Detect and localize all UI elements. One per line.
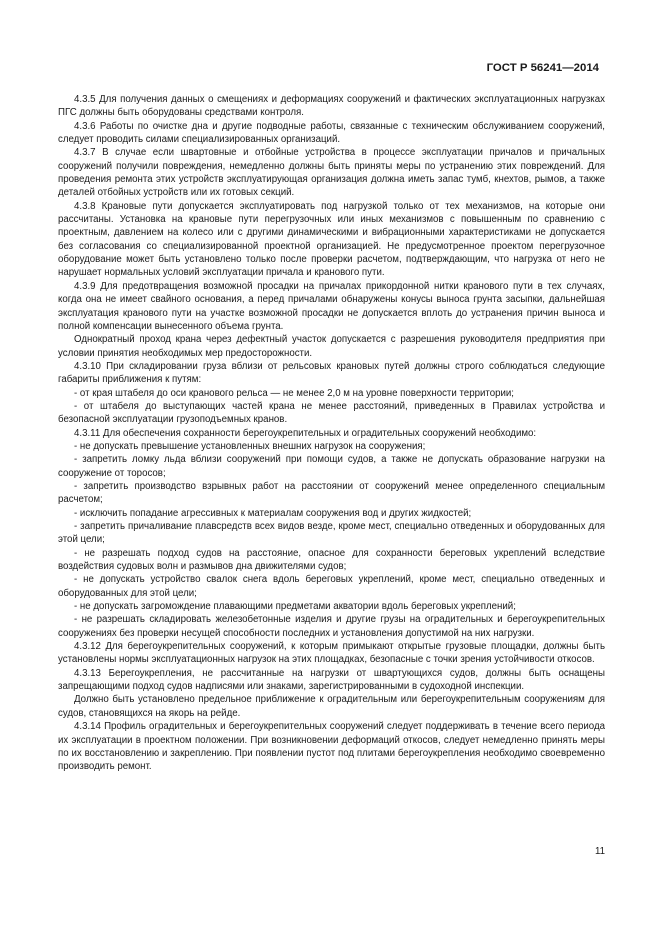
list-item: - не разрешать подход судов на расстояние, опасное для сохранности береговых укреплений вследствие воздействия судовых волн и размывов дна движителями судов; — [58, 547, 605, 573]
paragraph-4-3-9: 4.3.9 Для предотвращения возможной просадки на причалах прикордонной нитки кранового пути в тех случаях, когда она не имеет свайного основания, а перед причалами обнаружены конусы выноса грунта засыпки, дальнейшая эксплуатация кранового пути на участке возможной просадки не допускается вплоть до устранения причин выноса и полной компенсации вынесенного объема грунта. — [58, 280, 605, 332]
list-item: - запретить ломку льда вблизи сооружений при помощи судов, а также не допускать образование нагрузки на сооружение от торосов; — [58, 454, 605, 479]
list-item: - запретить причаливание плавсредств всех видов везде, кроме мест, специально отведенных и оборудованных для этой цели; — [58, 521, 605, 546]
list-item: - не допускать загромождение плавающими предметами акватории вдоль береговых укреплений; — [74, 601, 516, 613]
paragraph-4-3-5: 4.3.5 Для получения данных о смещениях и деформациях сооружений и фактических эксплуатационных нагрузках ПГС должны быть оборудованы средствами контроля. — [58, 94, 605, 119]
paragraph-4-3-13: 4.3.13 Берегоукрепления, не рассчитанные на нагрузки от швартующихся судов, должны быть оснащены запрещающими подход судов надписями или знаками, зарегистрированными в судоходной инспекции. — [58, 667, 605, 693]
page-number: 11 — [594, 846, 605, 857]
paragraph-4-3-14: 4.3.14 Профиль оградительных и берегоукрепительных сооружений следует поддерживать в течение всего периода их эксплуатации в проектном положении. При возникновении деформаций откосов, следует немедленно принять меры по их восстановлению и закреплению. При появлении пустот под плитами берегоукрепления необходимо своевременно производить ремонт. — [58, 721, 605, 773]
paragraph-4-3-6: 4.3.6 Работы по очистке дна и другие подводные работы, связанные с техническим обслуживанием сооружений, следует проводить силами специализированных организаций. — [58, 120, 605, 146]
list-item: - не допускать устройство свалок снега вдоль береговых укреплений, кроме мест, специально отведенных и оборудованных для этой цели; — [58, 574, 605, 599]
document-header: ГОСТ Р 56241—2014 — [486, 62, 599, 74]
list-item: - от края штабеля до оси кранового рельса — не менее 2,0 м на уровне поверхности территории; — [74, 387, 514, 399]
paragraph-4-3-9-note: Однократный проход крана через дефектный участок допускается с разрешения руководителя предприятия при условии принятия необходимых мер предосторожности. — [58, 334, 605, 359]
paragraph-4-3-12: 4.3.12 Для берегоукрепительных сооружений, к которым примыкают открытые грузовые площадки, должны быть установлены нормы эксплуатационных нагрузок на этих площадках, безопасные с точки зрения устойчивости откосов. — [58, 641, 605, 666]
paragraph-4-3-13-note: Должно быть установлено предельное приближение к оградительным или берегоукрепительным сооружениям для судов, становящихся на якорь на рейде. — [58, 694, 605, 719]
paragraph-4-3-8: 4.3.8 Крановые пути допускается эксплуатировать под нагрузкой только от тех механизмов, на которые они рассчитаны. Установка на крановые пути перегрузочных или иных механизмов с повышенным по сравнению с проектным, давлением на колесо или с другими динамическими и вибрационными характеристиками не допускается без согласования со специализированной проектной организацией. Не предусмотренное проектом перегрузочное оборудование может быть установлено только после проверки расчетом, подтверждающим, что нагрузка от него не нарушает нормальных условий эксплуатации причала и кранового пути. — [58, 200, 605, 279]
list-item: - запретить производство взрывных работ на расстоянии от сооружений менее определенного специальным расчетом; — [58, 480, 605, 506]
paragraph-4-3-7: 4.3.7 В случае если швартовные и отбойные устройства в процессе эксплуатации причалов и причальных сооружений получили повреждения, немедленно должны быть приняты меры по устранению этих повреждений. Для проведения ремонта этих устройств эксплуатирующая организация должна иметь запас тумб, кнехтов, рымов, а также деталей отбойных устройств или их готовых секций. — [58, 147, 605, 199]
list-item: - исключить попадание агрессивных к материалам сооружения вод и других жидкостей; — [74, 507, 472, 519]
list-item: - не разрешать складировать железобетонные изделия и другие грузы на оградительных и берегоукрепительных сооружениях без проверки несущей способности последних и установления допустимой на них нагрузки. — [58, 614, 605, 639]
document-body — [58, 93, 605, 774]
list-item: - не допускать превышение установленных внешних нагрузок на сооружения; — [74, 440, 426, 452]
paragraph-4-3-10: 4.3.10 При складировании груза вблизи от рельсовых крановых путей должны строго соблюдаться следующие габариты приближения к путям: — [58, 360, 605, 386]
list-item: - от штабеля до выступающих частей крана не менее расстояний, приведенных в Правилах устройства и безопасной эксплуатации грузоподъемных кранов. — [58, 400, 605, 426]
paragraph-4-3-11: 4.3.11 Для обеспечения сохранности берегоукрепительных и оградительных сооружений необходимо: — [74, 427, 537, 439]
